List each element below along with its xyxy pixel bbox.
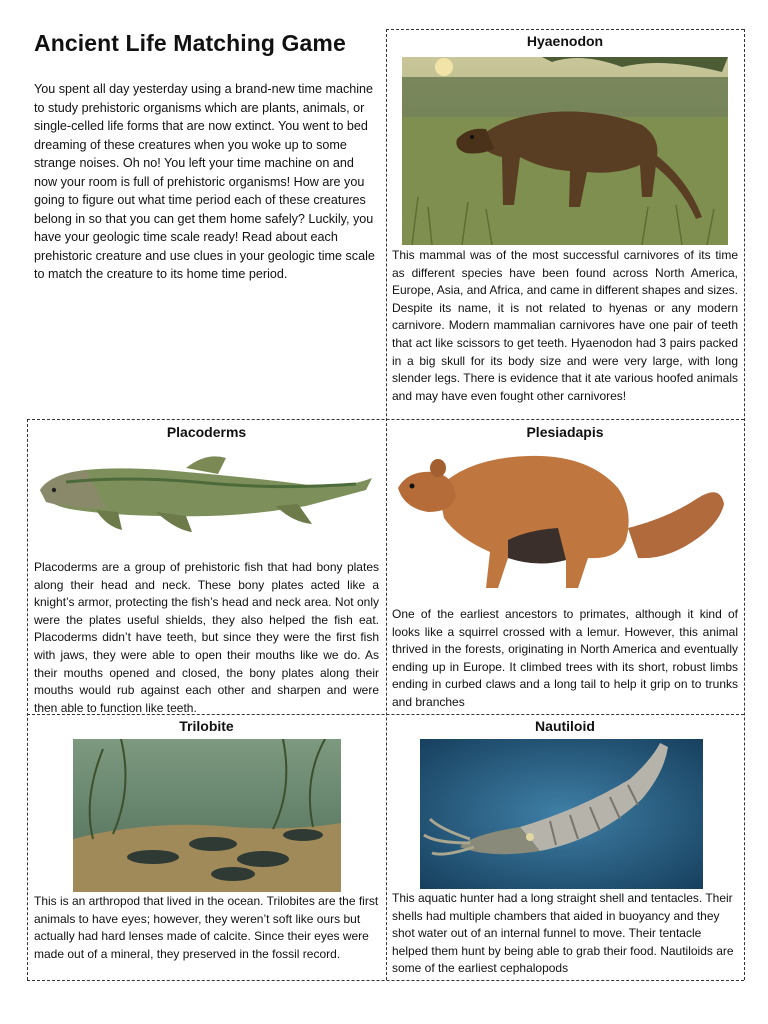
intro-paragraph: You spent all day yesterday using a brand-new time machine to study prehistoric organisms which are plants, animals, or single-celled life forms that are now extinct. You went to bed dreaming of these creatures when you woke up to some strange noises. Oh no! You left your time machine on and now your room is full of prehistoric organisms! How are you going to figure out what time period each of these creatures belong in so that you can get them home safely? Luckily, you have your geologic time scale ready! Read about each prehistoric creature and use clues in your geologic time scale to match the creature to its home time period. — [34, 82, 375, 281]
plesiadapis-image — [398, 448, 728, 603]
nautiloid-heading: Nautiloid — [535, 718, 595, 734]
grid-line-bottom — [27, 980, 744, 981]
nautiloid-image — [420, 739, 703, 889]
hyaenodon-heading: Hyaenodon — [526, 33, 604, 49]
trilobite-description: This is an arthropod that lived in the ocean. Trilobites are the first animals to have eyes; however, they weren’t soft like ours but actually had hard lenses made of calcite. Since their eyes were made out of a mineral, they preserved in the fossil record. — [34, 894, 379, 961]
hyaenodon-description: This mammal was of the most successful carnivores of its time as different species have been found across North America, Europe, Asia, and Africa, and came in different shapes and sizes. Despite its name, it is not related to hyenas or any modern carnivore. Modern mammalian carnivores have one pair of teeth that act like scissors to get teeth. Hyaenodon had 3 pairs packed in a big skull for its body size and were very large, with long slender legs. There is evidence that it ate various hoofed animals and may have even fought other carnivores! — [392, 248, 738, 403]
grid-line-left — [27, 419, 28, 980]
hyaenodon-image — [402, 57, 728, 245]
plesiadapis-heading: Plesiadapis — [526, 424, 604, 440]
grid-line-middle — [386, 29, 387, 980]
trilobite-image — [73, 739, 341, 892]
nautiloid-description: This aquatic hunter had a long straight shell and tentacles. Their shells had multiple chambers that aided in buoyancy and they shot water out of an internal funnel to move. Their tentacle helped them hunt by being able to grab their food. Nautiloids are some of the earliest cephalopods — [392, 891, 734, 976]
placoderms-heading: Placoderms — [166, 424, 247, 440]
grid-line-right — [744, 29, 745, 980]
page-title: Ancient Life Matching Game — [34, 30, 346, 56]
trilobite-heading: Trilobite — [179, 718, 234, 734]
placoderms-description: Placoderms are a group of prehistoric fish that had bony plates along their head and neck. These bony plates acted like a knight’s armor, protecting the fish’s head and neck area. Not only were the plates useful shields, they also helped the fish eat. Placoderms didn’t have teeth, but since they were the first fish with jaws, they were able to open their mouths like we do. As their mouths opened and closed, the bony plates along their mouths would rub against each other and sharpen and were then able to function like teeth. — [34, 560, 379, 715]
placoderms-image — [36, 446, 376, 546]
plesiadapis-description: One of the earliest ancestors to primates, although it kind of looks like a squirrel crossed with a lemur. However, this animal thrived in the forests, originating in North America and eventually ending up in Europe. It climbed trees with its short, robust limbs ending in curbed claws and a long tail to help it grip on to trunks and branches — [392, 607, 738, 709]
grid-line-top — [386, 29, 744, 30]
